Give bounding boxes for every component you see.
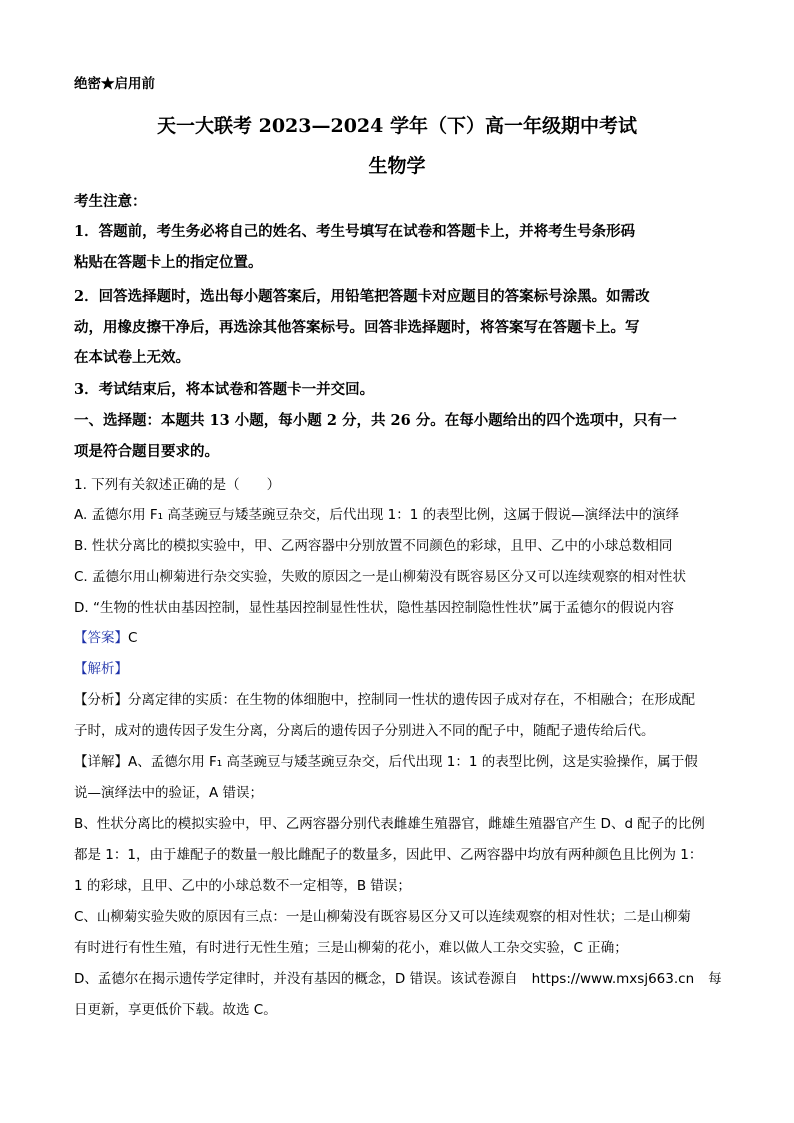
section-heading-line-1: 一、选择题：本题共 13 小题，每小题 2 分，共 26 分。在每小题给出的四个选项中，只有一 (74, 412, 677, 429)
fenxi-text-1: 分离定律的实质：在生物的体细胞中，控制同一性状的遗传因子成对存在，不相融合；在形成配 (128, 692, 695, 708)
section-heading-line-2: 项是符合题目要求的。 (74, 443, 219, 460)
question-1-option-a: A. 孟德尔用 F₁ 高茎豌豆与矮茎豌豆杂交，后代出现 1：1 的表型比例，这属于假说—演绎法中的演绎 (74, 507, 680, 523)
question-1-option-d: D. “生物的性状由基因控制，显性基因控制显性性状，隐性基因控制隐性性状”属于孟德尔的假说内容 (74, 600, 674, 616)
xiangjie-b-line-1: B、性状分离比的模拟实验中，甲、乙两容器分别代表雌雄生殖器官，雌雄生殖器官产生 D、d 配子的比例 (74, 816, 705, 832)
fenxi-line-1 (74, 690, 695, 710)
xiangjie-d-tail: 每 (708, 971, 722, 987)
analysis-label-line (74, 659, 128, 679)
notice-heading: 考生注意： (74, 193, 147, 210)
xiangjie-a-line-1 (74, 752, 698, 772)
subject-title: 生物学 (368, 155, 426, 177)
notice-item-3: 3．考试结束后，将本试卷和答题卡一并交回。 (74, 381, 375, 398)
fenxi-line-2: 子时，成对的遗传因子发生分离，分离后的遗传因子分别进入不同的配子中，随配子遗传给后代。 (74, 723, 655, 739)
analysis-label: 【解析】 (74, 661, 128, 677)
xiangjie-d-line-1 (74, 969, 722, 989)
answer-value: C (128, 630, 138, 646)
xiangjie-c-line-2: 有时进行有性生殖，有时进行无性生殖；三是山柳菊的花小，难以做人工杂交实验，C 正确； (74, 940, 628, 956)
notice-item-1-line-2: 粘贴在答题卡上的指定位置。 (74, 254, 263, 271)
fenxi-label: 【分析】 (74, 692, 128, 708)
secret-label: 绝密★启用前 (74, 76, 155, 92)
xiangjie-d-line-2: 日更新，享更低价下载。故选 C。 (74, 1002, 277, 1018)
xiangjie-a-text-1: A、孟德尔用 F₁ 高茎豌豆与矮茎豌豆杂交，后代出现 1：1 的表型比例，这是实验操作，属于假 (128, 754, 698, 770)
xiangjie-label: 【详解】 (74, 754, 128, 770)
notice-item-1-line-1: 1．答题前，考生务必将自己的姓名、考生号填写在试卷和答题卡上，并将考生号条形码 (74, 223, 636, 240)
exam-title: 天一大联考 2023—2024 学年（下）高一年级期中考试 (157, 115, 637, 137)
xiangjie-a-line-2: 说—演绎法中的验证，A 错误； (74, 785, 264, 801)
xiangjie-b-line-3: 1 的彩球，且甲、乙中的小球总数不一定相等，B 错误； (74, 878, 411, 894)
notice-item-2-line-1: 2．回答选择题时，选出每小题答案后，用铅笔把答题卡对应题目的答案标号涂黑。如需改 (74, 288, 650, 305)
answer-label: 【答案】 (74, 630, 128, 646)
notice-item-2-line-3: 在本试卷上无效。 (74, 349, 190, 366)
xiangjie-b-line-2: 都是 1：1，由于雄配子的数量一般比雌配子的数量多，因此甲、乙两容器中均放有两种颜色且比例为 1： (74, 847, 703, 863)
question-1-stem: 1. 下列有关叙述正确的是（ ） (74, 477, 281, 493)
xiangjie-c-line-1: C、山柳菊实验失败的原因有三点：一是山柳菊没有既容易区分又可以连续观察的相对性状；二是山柳菊 (74, 909, 691, 925)
notice-item-2-line-2: 动，用橡皮擦干净后，再选涂其他答案标号。回答非选择题时，将答案写在答题卡上。写 (74, 319, 640, 336)
source-link[interactable]: https://www.mxsj663.cn (531, 971, 695, 987)
question-1-option-c: C. 孟德尔用山柳菊进行杂交实验，失败的原因之一是山柳菊没有既容易区分又可以连续观察的相对性状 (74, 569, 687, 585)
answer-line (74, 628, 137, 648)
question-1-option-b: B. 性状分离比的模拟实验中，甲、乙两容器中分别放置不同颜色的彩球，且甲、乙中的小球总数相同 (74, 538, 673, 554)
xiangjie-d-text-1: D、孟德尔在揭示遗传学定律时，并没有基因的概念，D 错误。该试卷源自 (74, 971, 518, 987)
